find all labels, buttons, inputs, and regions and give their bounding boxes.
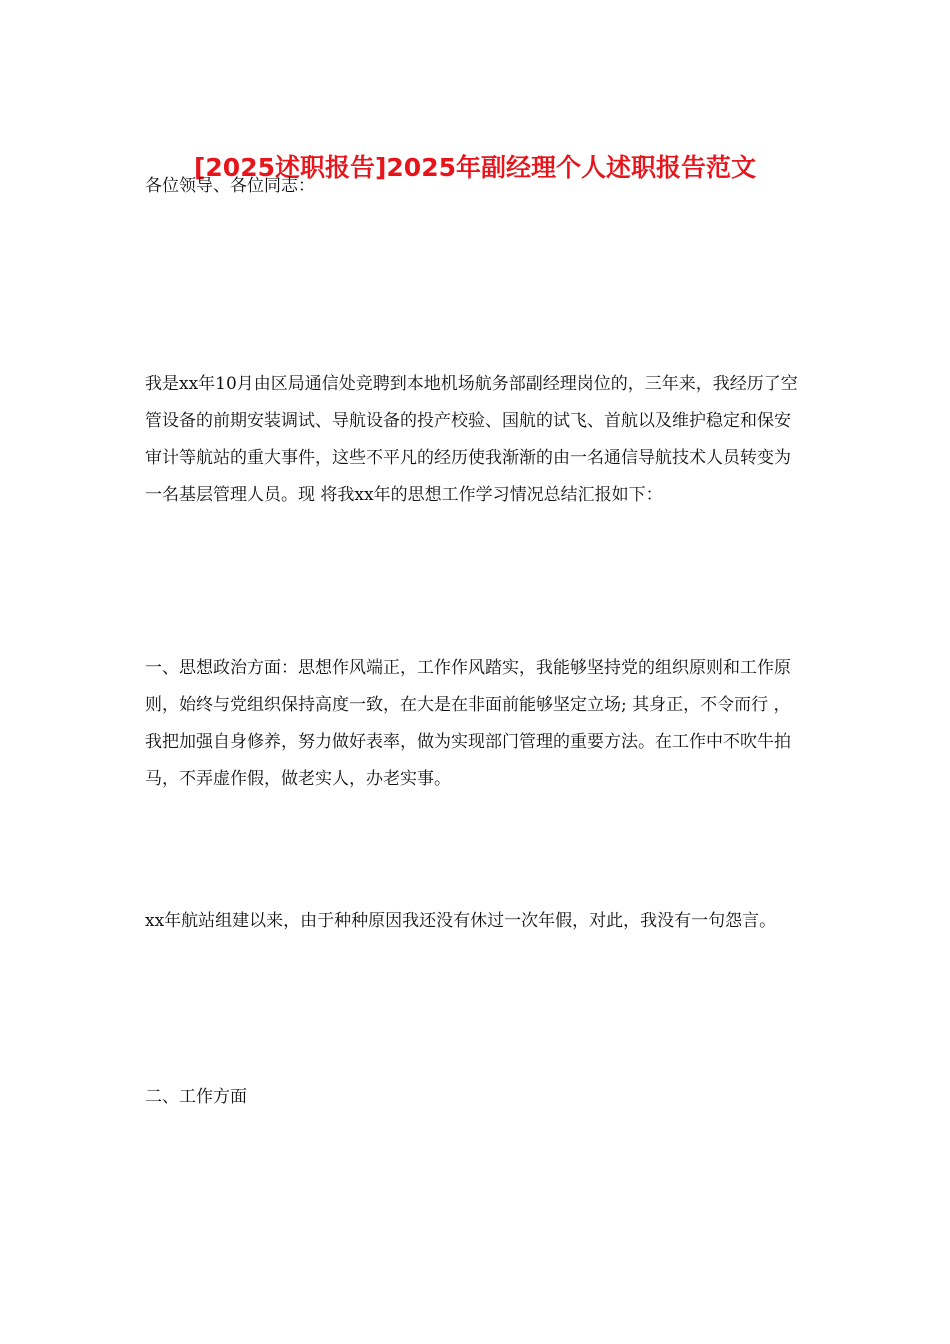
document-title: [2025述职报告]2025年副经理个人述职报告范文 bbox=[193, 153, 756, 182]
salutation: 各位领导、各位同志： bbox=[145, 176, 315, 196]
section-heading-work: 二、工作方面 bbox=[145, 1087, 247, 1107]
paragraph-intro: 我是xx年10月由区局通信处竞聘到本地机场航务部副经理岗位的，三年来，我经历了空管设备的前期安装调试、导航设备的投产校验、国航的试飞、首航以及维护稳定和保安审计等航站的重大事件，这些不平凡的经历使我渐渐的由一名通信导航技术人员转变为一名基层管理人员。现 将我xx年的思想工作学习情况总结汇报如下： bbox=[145, 374, 798, 505]
paragraph-political: 一、思想政治方面：思想作风端正，工作作风踏实，我能够坚持党的组织原则和工作原则，始终与党组织保持高度一致，在大是在非面前能够坚定立场; 其身正，不令而行 ，我把加强自身修养，努力做好表率，做为实现部门管理的重要方法。在工作中不吹牛拍马，不弄虚作假，做老实人，办老实事。 bbox=[145, 658, 791, 789]
paragraph-vacation: xx年航站组建以来，由于种种原因我还没有休过一次年假，对此，我没有一句怨言。 bbox=[145, 911, 777, 931]
